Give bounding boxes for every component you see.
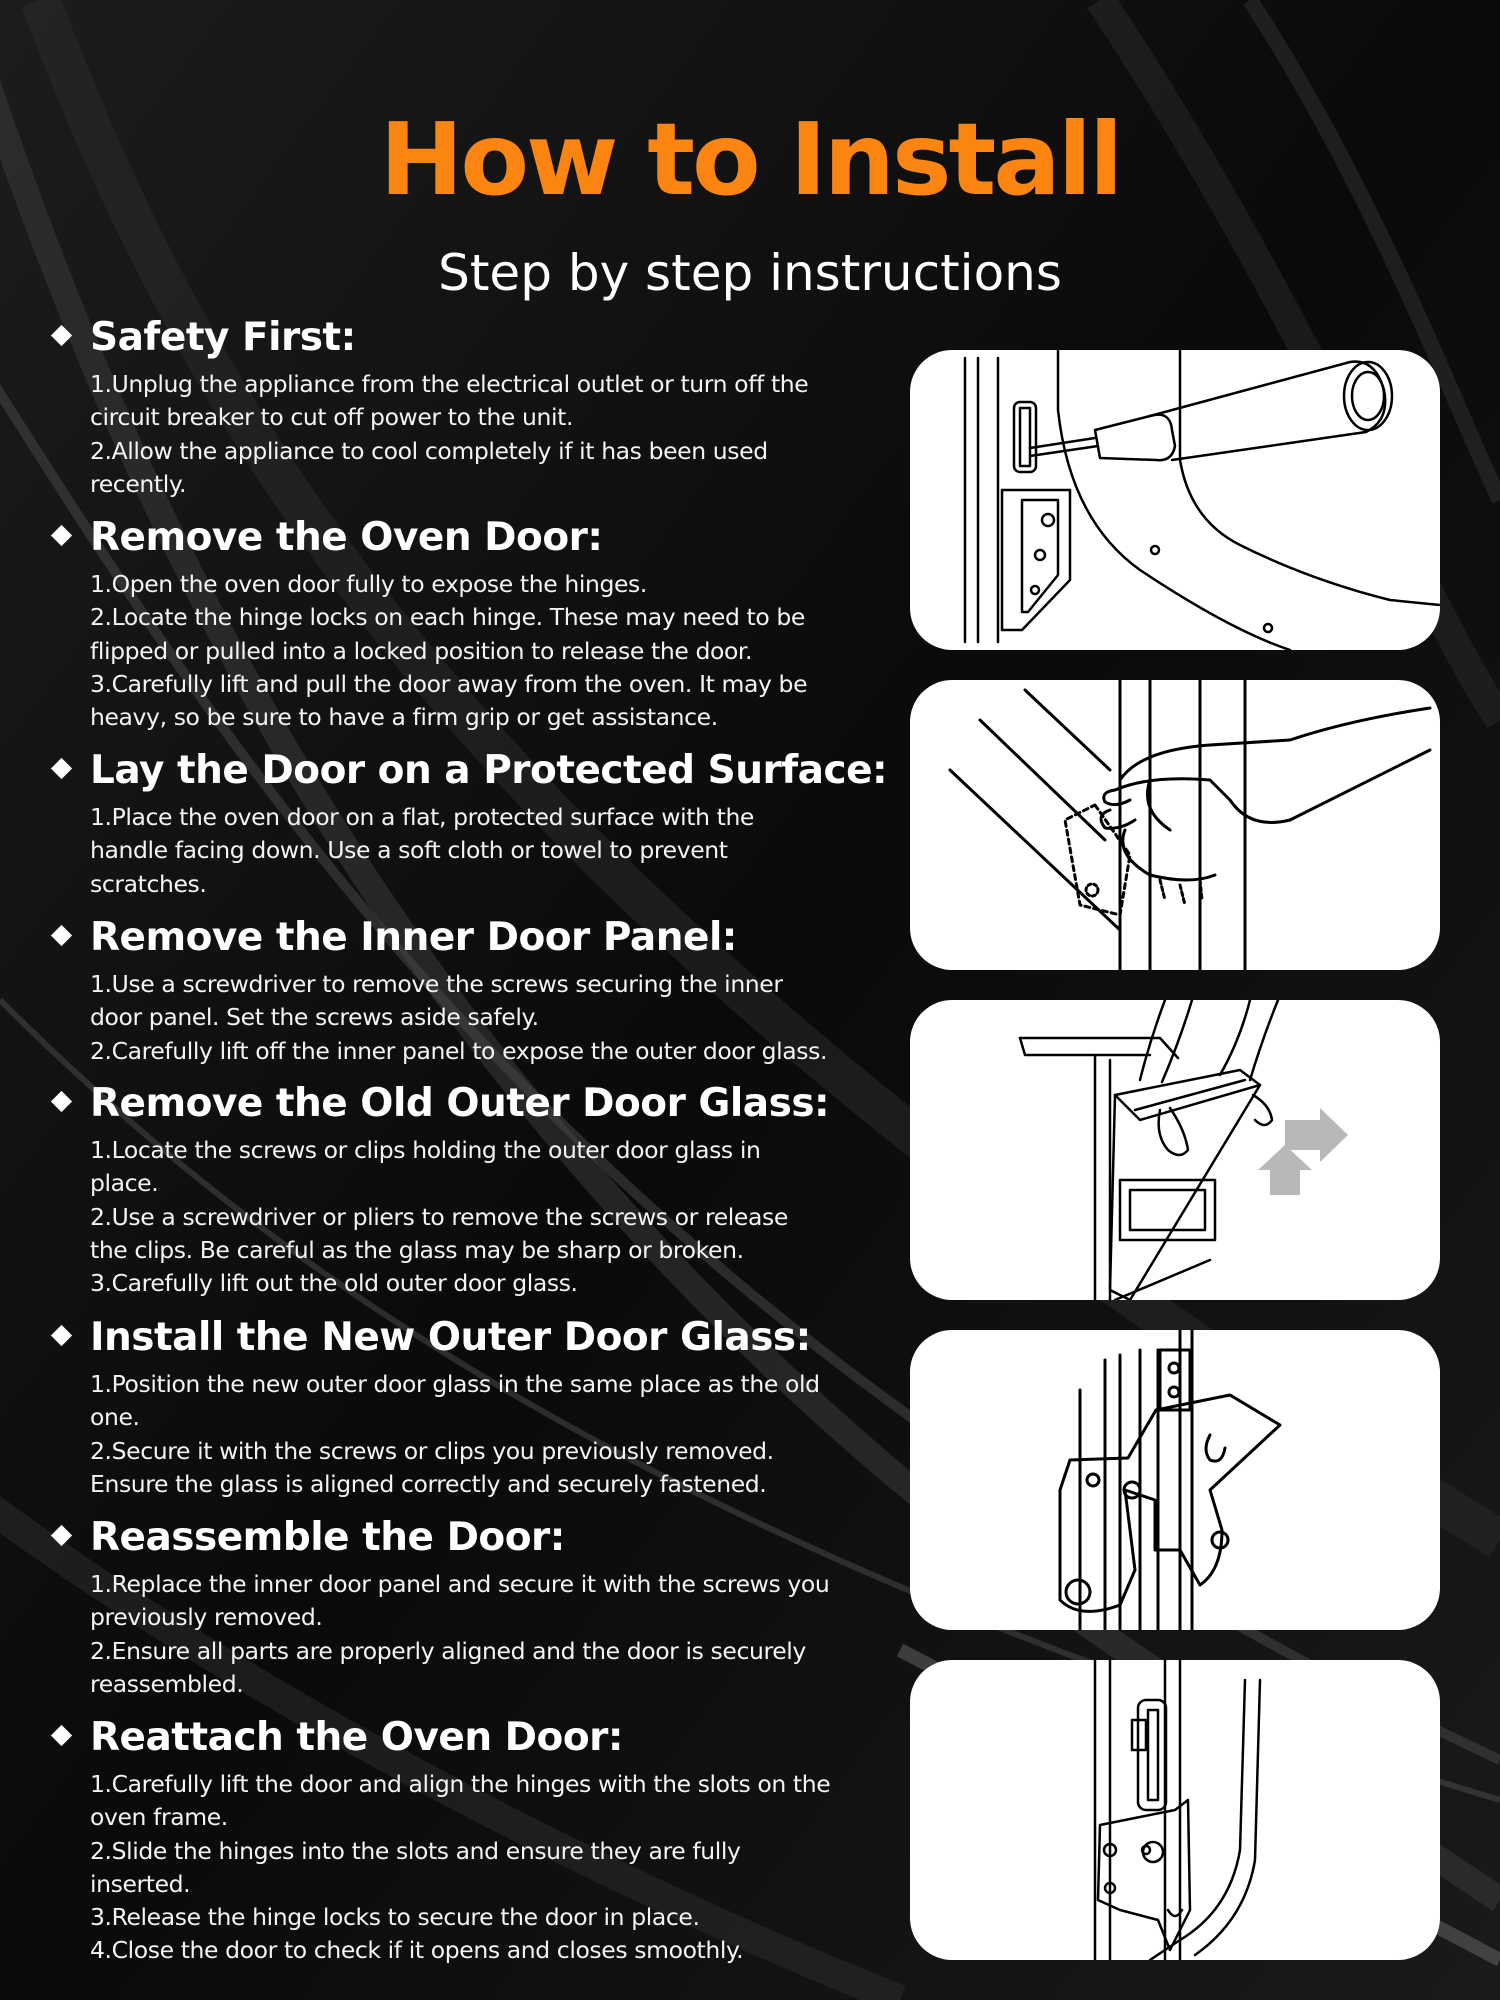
step-title: Install the New Outer Door Glass: [90,1315,811,1360]
instruction-line: 2.Ensure all parts are properly aligned and the door is securely [90,1636,806,1665]
step-header [48,1510,890,1568]
screwdriver-hinge-illustration-icon [910,350,1440,650]
step-remove-oven-door [48,510,890,734]
instruction-line: 3.Carefully lift out the old outer door glass. [90,1269,578,1298]
illustration-panel [910,1000,1440,1300]
instruction-line: 1.Position the new outer door glass in the same place as the old [90,1370,820,1398]
step-reattach-oven-door [48,1710,890,1968]
step-safety-first [48,310,890,501]
instruction-line: previously removed. [90,1603,323,1632]
instruction-line: 3.Carefully lift and pull the door away from the oven. It may be [90,669,808,698]
step-header [48,310,890,368]
instruction-line: 3.Release the hinge locks to secure the door in place. [90,1903,700,1932]
illustration-panel [910,680,1440,970]
instruction-line: inserted. [90,1869,191,1898]
step-instructions [90,801,890,901]
step-title: Reassemble the Door: [90,1515,565,1560]
instruction-line: reassembled. [90,1669,244,1698]
step-header [48,510,890,568]
step-title: Reattach the Oven Door: [90,1715,623,1760]
instruction-line: Ensure the glass is aligned correctly and securely fastened. [90,1469,767,1498]
instruction-line: 2.Secure it with the screws or clips you previously removed. [90,1436,774,1465]
step-title: Lay the Door on a Protected Surface: [90,748,888,793]
instruction-line: 1.Replace the inner door panel and secure it with the screws you [90,1570,830,1598]
diamond-bullet-icon [51,1091,72,1112]
instruction-line: 2.Use a screwdriver or pliers to remove the screws or release [90,1202,788,1231]
instruction-line: 1.Open the oven door fully to expose the hinges. [90,570,647,598]
step-remove-inner-door-panel [48,910,890,1068]
step-title: Remove the Old Outer Door Glass: [90,1081,830,1126]
instruction-line: place. [90,1169,159,1198]
step-instructions [90,968,890,1068]
instruction-line: 1.Locate the screws or clips holding the outer door glass in [90,1136,761,1164]
instruction-line: handle facing down. Use a soft cloth or towel to prevent [90,836,728,865]
remove-door-illustration-icon [910,1000,1440,1300]
step-header [48,743,890,801]
instruction-line: 2.Locate the hinge locks on each hinge. These may need to be [90,603,805,632]
step-instructions [90,1768,890,1968]
instruction-line: 4.Close the door to check if it opens and closes smoothly. [90,1936,744,1965]
diamond-bullet-icon [51,525,72,546]
step-instructions [90,1568,890,1701]
instruction-line: 2.Allow the appliance to cool completely if it has been used [90,436,768,465]
step-reassemble-door [48,1510,890,1701]
step-header [48,1310,890,1368]
step-header [48,910,890,968]
instruction-line: heavy, so be sure to have a firm grip or get assistance. [90,703,718,732]
illustration-panel [910,350,1440,650]
step-title: Safety First: [90,315,356,360]
hinge-slot-illustration-icon [910,1660,1440,1960]
step-title: Remove the Oven Door: [90,515,603,560]
instruction-line: 1.Place the oven door on a flat, protected surface with the [90,803,754,831]
diamond-bullet-icon [51,925,72,946]
instruction-line: 1.Unplug the appliance from the electrical outlet or turn off the [90,370,809,398]
instruction-line: recently. [90,469,187,498]
diamond-bullet-icon [51,1725,72,1746]
step-lay-door-protected-surface [48,743,890,901]
diamond-bullet-icon [51,1525,72,1546]
step-install-new-outer-glass [48,1310,890,1501]
illustration-panel [910,1660,1440,1960]
instruction-line: flipped or pulled into a locked position to release the door. [90,636,753,665]
hinge-bracket-illustration-icon [910,1330,1440,1630]
page-subtitle: Step by step instructions [438,244,1062,302]
instruction-line: 2.Slide the hinges into the slots and ensure they are fully [90,1836,741,1865]
step-header [48,1710,890,1768]
step-remove-old-outer-glass [48,1076,890,1300]
step-instructions [90,568,890,734]
instruction-line: the clips. Be careful as the glass may be sharp or broken. [90,1235,744,1264]
step-instructions [90,1368,890,1501]
diamond-bullet-icon [51,1325,72,1346]
page-title: How to Install [379,101,1121,218]
illustration-panel [910,1330,1440,1630]
step-title: Remove the Inner Door Panel: [90,915,737,960]
diamond-bullet-icon [51,325,72,346]
instruction-line: oven frame. [90,1803,228,1832]
instruction-line: scratches. [90,869,207,898]
instruction-line: door panel. Set the screws aside safely. [90,1003,539,1032]
diamond-bullet-icon [51,758,72,779]
instruction-line: 1.Carefully lift the door and align the hinges with the slots on the [90,1770,831,1798]
hand-hinge-lock-illustration-icon [910,680,1440,970]
instruction-line: 2.Carefully lift off the inner panel to expose the outer door glass. [90,1036,828,1065]
step-header [48,1076,890,1134]
step-instructions [90,368,890,501]
instruction-line: circuit breaker to cut off power to the unit. [90,403,574,432]
step-instructions [90,1134,890,1300]
instruction-line: 1.Use a screwdriver to remove the screws securing the inner [90,970,783,998]
instruction-line: one. [90,1403,140,1432]
